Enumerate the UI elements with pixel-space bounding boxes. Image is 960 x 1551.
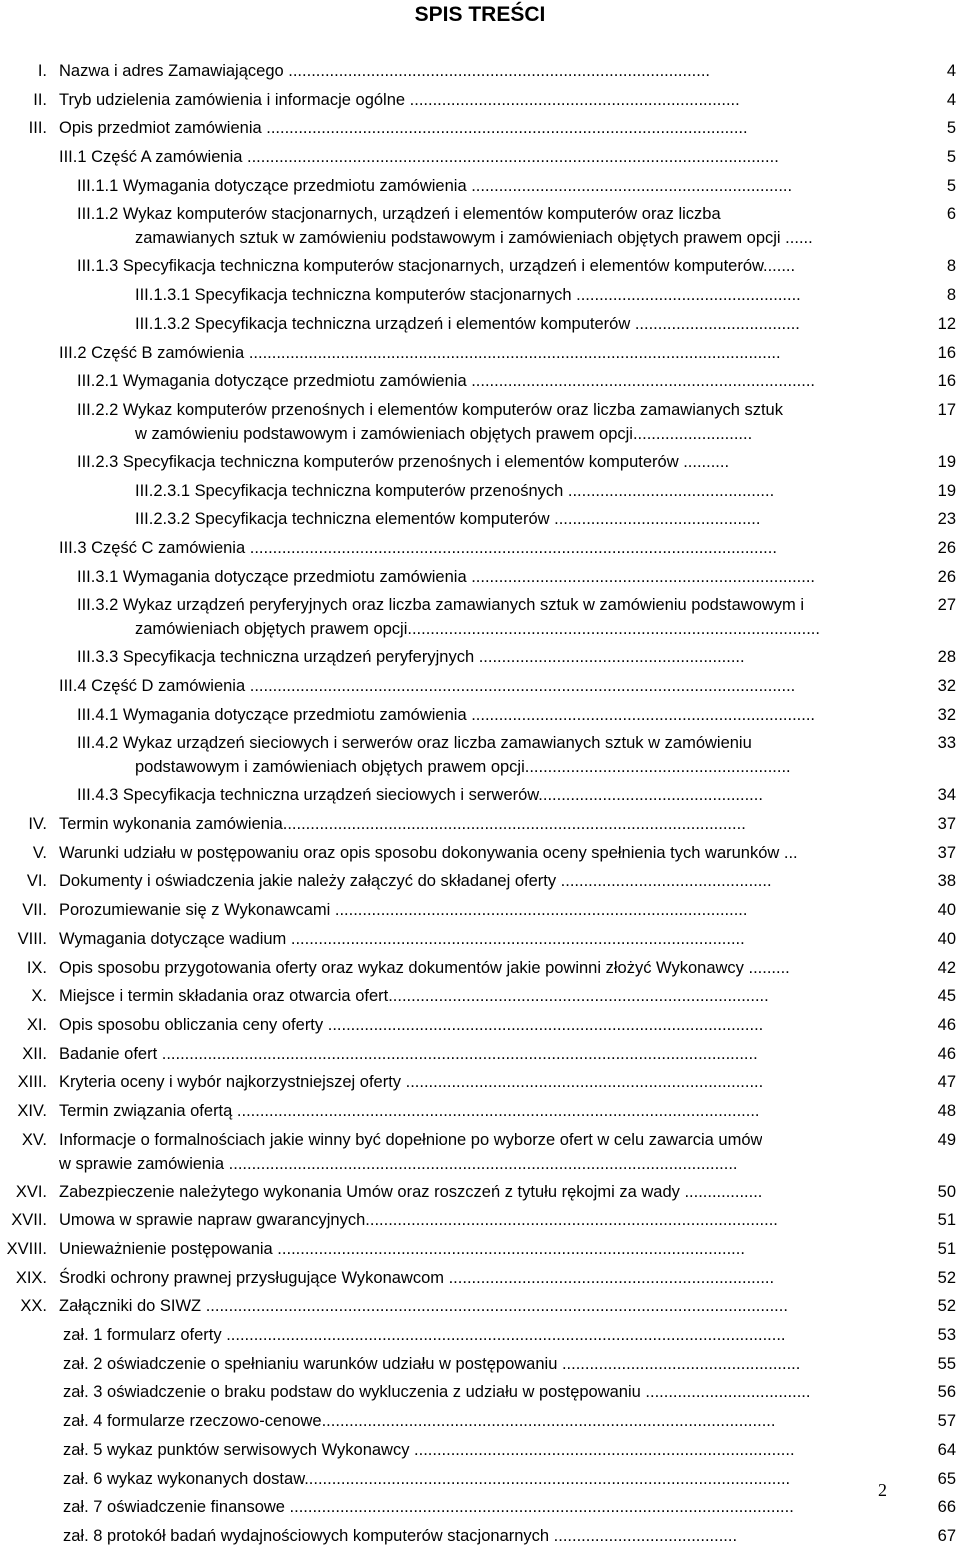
toc-entry-page: 32 xyxy=(937,705,956,724)
toc-entry[interactable] xyxy=(0,1235,960,1264)
toc-entry-title: Umowa w sprawie napraw gwarancyjnych.......................................................................................... xyxy=(59,1211,778,1230)
toc-entry-page: 4 xyxy=(946,90,956,109)
toc-entry-page: 64 xyxy=(937,1440,956,1459)
toc-entry-page: 57 xyxy=(937,1412,956,1431)
toc-entry[interactable] xyxy=(0,143,960,172)
toc-entry[interactable] xyxy=(0,448,960,477)
toc-entry-title: III.1.3.2 Specyfikacja techniczna urządzeń i elementów komputerów .................................... xyxy=(135,314,800,333)
toc-entry-title: III.3.3 Specyfikacja techniczna urządzeń peryferyjnych .......................................................... xyxy=(77,648,745,667)
toc-entry[interactable] xyxy=(0,867,960,896)
toc-entry[interactable] xyxy=(0,1436,960,1465)
toc-entry-number: VII. xyxy=(22,901,47,920)
toc-entry-number: XIII. xyxy=(17,1073,47,1092)
toc-entry-title: Nazwa i adres Zamawiającego ............................................................................................ xyxy=(59,62,711,80)
toc-entry-title-continuation: zamówieniach objętych prawem opcji.......................................................................................... xyxy=(135,620,820,639)
toc-entry-page: 19 xyxy=(937,481,956,500)
toc-entry-page: 40 xyxy=(937,929,956,948)
toc-entry-page: 33 xyxy=(937,734,956,753)
toc-entry-page: 40 xyxy=(937,901,956,920)
toc-entry-page: 34 xyxy=(937,786,956,805)
toc-entry-page: 19 xyxy=(937,452,956,471)
toc-entry-page: 37 xyxy=(937,815,956,834)
toc-entry-title: Wymagania dotyczące wadium ................................................................................................... xyxy=(59,929,745,948)
toc-entry[interactable] xyxy=(0,672,960,701)
toc-entry[interactable] xyxy=(0,367,960,396)
toc-entry-title: Informacje o formalnościach jakie winny być dopełnione po wyborze ofert w celu zawarcia umów xyxy=(59,1130,763,1149)
toc-entry[interactable] xyxy=(0,701,960,730)
toc-entry-number: VIII. xyxy=(17,929,47,948)
toc-entry-title: zał. 2 oświadczenie o spełnianiu warunków udziału w postępowaniu .................................................... xyxy=(63,1354,801,1373)
toc-entry-page: 49 xyxy=(937,1130,956,1149)
toc-entry[interactable] xyxy=(0,839,960,868)
toc-entry-page: 8 xyxy=(946,286,956,305)
toc-entry-page: 48 xyxy=(937,1101,956,1120)
toc-entry-number: XVIII. xyxy=(6,1240,47,1258)
toc-entry-page: 26 xyxy=(937,567,956,586)
toc-entry-title-continuation: w sprawie zamówienia ............................................................................................................... xyxy=(59,1154,738,1173)
toc-entry-number: XII. xyxy=(22,1044,47,1063)
toc-entry-number: XV. xyxy=(21,1130,47,1149)
toc-entry-page: 16 xyxy=(937,372,956,391)
toc-entry-title: III.4.3 Specyfikacja techniczna urządzeń sieciowych i serwerów................................................. xyxy=(77,786,763,805)
toc-entry-number: I. xyxy=(37,62,47,80)
toc-entry[interactable] xyxy=(0,1407,960,1436)
toc-entry-title: III.3 Część C zamówienia ................................................................................................................... xyxy=(59,538,777,557)
toc-entry-title-continuation: zamawianych sztuk w zamówieniu podstawowym i zamówieniach objętych prawem opcji ...... xyxy=(135,229,813,248)
toc-entry[interactable] xyxy=(0,1206,960,1235)
toc-entry[interactable] xyxy=(0,729,960,781)
toc-entry[interactable] xyxy=(0,1292,960,1321)
toc-entry[interactable] xyxy=(0,1178,960,1207)
toc-entry[interactable] xyxy=(0,1264,960,1293)
toc-entry[interactable] xyxy=(0,591,960,643)
toc-entry-page: 53 xyxy=(937,1326,956,1345)
toc-entry-title: Warunki udziału w postępowaniu oraz opis sposobu dokonywania oceny spełnienia tych warunków ... xyxy=(59,843,798,862)
toc-entry-title: zał. 4 formularze rzeczowo-cenowe................................................................................................... xyxy=(63,1412,776,1431)
toc-entry[interactable] xyxy=(0,810,960,839)
toc-entry[interactable] xyxy=(0,643,960,672)
toc-entry-title: Miejsce i termin składania oraz otwarcia ofert................................................................................... xyxy=(59,987,769,1006)
toc-entry-page: 6 xyxy=(946,205,956,224)
toc-entry-number: VI. xyxy=(26,872,47,891)
toc-entry-title: Termin związania ofertą .................................................................................................................. xyxy=(59,1101,760,1120)
toc-entry-title: III.2.2 Wykaz komputerów przenośnych i elementów komputerów oraz liczba zamawianych sztuk xyxy=(77,400,783,419)
toc-entry[interactable] xyxy=(0,1097,960,1126)
toc-entry[interactable] xyxy=(0,1040,960,1069)
toc-entry-page: 51 xyxy=(937,1240,956,1258)
toc-entry-page: 52 xyxy=(937,1268,956,1287)
toc-entry[interactable] xyxy=(0,200,960,252)
toc-entry-title: Termin wykonania zamówienia..................................................................................................... xyxy=(59,815,746,834)
toc-entry-page: 56 xyxy=(937,1383,956,1402)
toc-entry[interactable] xyxy=(0,781,960,810)
toc-entry-title: III.4.1 Wymagania dotyczące przedmiotu zamówienia ........................................................................... xyxy=(77,705,816,724)
toc-entry-title: Opis sposobu przygotowania oferty oraz wykaz dokumentów jakie powinni złożyć Wykonawcy ......... xyxy=(59,958,790,977)
toc-entry-title: Badanie ofert .................................................................................................................................. xyxy=(59,1044,758,1063)
toc-entry-title: Kryteria oceny i wybór najkorzystniejszej oferty .............................................................................. xyxy=(59,1073,764,1092)
toc-entry-title: zał. 8 protokół badań wydajnościowych komputerów stacjonarnych ........................................ xyxy=(63,1526,738,1545)
toc-entry-page: 26 xyxy=(937,538,956,557)
toc-entry[interactable] xyxy=(0,1126,960,1178)
toc-entry[interactable] xyxy=(0,310,960,339)
toc-entry-title: III.3.2 Wykaz urządzeń peryferyjnych oraz liczba zamawianych sztuk w zamówieniu podstawowym i xyxy=(77,596,805,615)
toc-entry[interactable] xyxy=(0,252,960,281)
toc-entry-title: III.2 Część B zamówienia .................................................................................................................... xyxy=(59,343,781,362)
toc-entry[interactable] xyxy=(0,505,960,534)
toc-entry-title: zał. 7 oświadczenie finansowe .............................................................................................................. xyxy=(63,1498,794,1517)
toc-entry-number: XVII. xyxy=(11,1211,47,1230)
toc-entry-page: 46 xyxy=(937,1044,956,1063)
toc-entry-page: 66 xyxy=(937,1498,956,1517)
toc-entry-number: V. xyxy=(32,843,47,862)
toc-entry-page: 55 xyxy=(937,1354,956,1373)
toc-entry-title: III.1.3.1 Specyfikacja techniczna komputerów stacjonarnych ................................................. xyxy=(135,286,801,305)
toc-entry[interactable] xyxy=(0,1465,960,1494)
toc-entry[interactable] xyxy=(0,534,960,563)
toc-entry-page: 46 xyxy=(937,1015,956,1034)
toc-entry[interactable] xyxy=(0,339,960,368)
toc-entry-number: IV. xyxy=(28,815,47,834)
toc-entry-page: 52 xyxy=(937,1297,956,1316)
toc-entry-title: Tryb udzielenia zamówienia i informacje ogólne ........................................................................ xyxy=(59,90,740,109)
toc-entry[interactable] xyxy=(0,954,960,983)
toc-entry[interactable] xyxy=(0,57,960,86)
toc-entry-title: III.4 Część D zamówienia ....................................................................................................................... xyxy=(59,677,796,695)
toc-entry-title: zał. 6 wykaz wykonanych dostaw.......................................................................................................... xyxy=(63,1469,791,1488)
toc-entry-page: 45 xyxy=(937,987,956,1006)
toc-entry-page: 38 xyxy=(937,872,956,891)
toc-entry-page: 23 xyxy=(937,510,956,529)
toc-entry[interactable] xyxy=(0,1350,960,1379)
toc-entry-title: III.1 Część A zamówienia .................................................................................................................... xyxy=(59,148,779,167)
toc-entry[interactable] xyxy=(0,1378,960,1407)
page-title: SPIS TREŚCI xyxy=(414,3,546,26)
toc-entry[interactable] xyxy=(0,1011,960,1040)
toc-entry-page: 50 xyxy=(937,1182,956,1201)
toc-entry[interactable] xyxy=(0,1522,960,1551)
toc-entry-page: 12 xyxy=(937,314,956,333)
toc-entry[interactable] xyxy=(0,925,960,954)
toc-entry-page: 16 xyxy=(937,343,956,362)
toc-entry-title: Dokumenty i oświadczenia jakie należy załączyć do składanej oferty .............................................. xyxy=(59,872,772,891)
toc-entry-page: 17 xyxy=(937,400,956,419)
toc-entry-title: III.2.3.1 Specyfikacja techniczna komputerów przenośnych ............................................. xyxy=(135,481,775,500)
toc-entry-title: Załączniki do SIWZ ............................................................................................................................... xyxy=(59,1297,788,1316)
toc-entry-title: III.3.1 Wymagania dotyczące przedmiotu zamówienia ........................................................................... xyxy=(77,567,816,586)
toc-entry-title: Unieważnienie postępowania ...................................................................................................... xyxy=(59,1240,745,1258)
toc-entry-number: XVI. xyxy=(15,1182,47,1201)
page-number: 2 xyxy=(878,1480,887,1500)
toc-entry-page: 51 xyxy=(937,1211,956,1230)
toc-entry[interactable] xyxy=(0,1493,960,1522)
table-of-contents xyxy=(0,57,960,1551)
toc-entry-page: 47 xyxy=(937,1073,956,1092)
toc-entry-title: Zabezpieczenie należytego wykonania Umów oraz roszczeń z tytułu rękojmi za wady ................. xyxy=(59,1182,763,1201)
toc-entry[interactable] xyxy=(0,477,960,506)
toc-entry[interactable] xyxy=(0,982,960,1011)
toc-entry-number: XX. xyxy=(20,1297,47,1316)
toc-entry-title: III.1.1 Wymagania dotyczące przedmiotu zamówienia ...................................................................... xyxy=(77,176,793,195)
toc-entry-page: 65 xyxy=(937,1469,956,1488)
toc-entry-page: 5 xyxy=(946,148,956,167)
toc-entry-page: 5 xyxy=(946,119,956,138)
toc-entry-number: X. xyxy=(31,987,47,1006)
toc-entry-page: 28 xyxy=(937,648,956,667)
toc-entry-number: XIX. xyxy=(15,1268,47,1287)
toc-entry-title-continuation: w zamówieniu podstawowym i zamówieniach objętych prawem opcji.......................... xyxy=(135,424,753,443)
toc-entry-number: IX. xyxy=(26,958,47,977)
toc-entry-title: III.1.2 Wykaz komputerów stacjonarnych, urządzeń i elementów komputerów oraz liczba xyxy=(77,205,721,224)
toc-entry-title: III.2.3.2 Specyfikacja techniczna elementów komputerów ............................................. xyxy=(135,510,761,529)
toc-entry-title: Porozumiewanie się z Wykonawcami .......................................................................................... xyxy=(59,901,748,920)
toc-entry[interactable] xyxy=(0,172,960,201)
toc-entry-page: 5 xyxy=(946,176,956,195)
toc-entry-page: 37 xyxy=(937,843,956,862)
toc-entry-title: III.4.2 Wykaz urządzeń sieciowych i serwerów oraz liczba zamawianych sztuk w zamówieniu xyxy=(77,734,752,753)
toc-entry[interactable] xyxy=(0,86,960,115)
toc-entry-title: III.2.3 Specyfikacja techniczna komputerów przenośnych i elementów komputerów .......... xyxy=(77,452,730,471)
toc-entry-title: III.1.3 Specyfikacja techniczna komputerów stacjonarnych, urządzeń i elementów komputerów....... xyxy=(77,257,796,276)
toc-entry-title: Środki ochrony prawnej przysługujące Wykonawcom ....................................................................... xyxy=(59,1268,775,1287)
toc-entry-title: zał. 3 oświadczenie o braku podstaw do wykluczenia z udziału w postępowaniu .................................... xyxy=(63,1383,811,1402)
toc-entry-title-continuation: podstawowym i zamówieniach objętych prawem opcji.......................................................... xyxy=(135,758,791,777)
toc-entry[interactable] xyxy=(0,281,960,310)
toc-entry-title: zał. 5 wykaz punktów serwisowych Wykonawcy ................................................................................... xyxy=(63,1440,795,1459)
toc-entry-title: III.2.1 Wymagania dotyczące przedmiotu zamówienia ........................................................................... xyxy=(77,372,816,391)
toc-entry[interactable] xyxy=(0,114,960,143)
toc-entry-number: XIV. xyxy=(17,1101,47,1120)
toc-entry-page: 4 xyxy=(946,62,956,80)
toc-entry-page: 8 xyxy=(946,257,956,276)
toc-entry[interactable] xyxy=(0,396,960,448)
toc-entry[interactable] xyxy=(0,1068,960,1097)
toc-entry-page: 42 xyxy=(937,958,956,977)
toc-entry-number: XI. xyxy=(26,1015,47,1034)
toc-entry[interactable] xyxy=(0,896,960,925)
toc-entry-page: 67 xyxy=(937,1526,956,1545)
toc-entry-number: II. xyxy=(33,90,47,109)
toc-entry-page: 32 xyxy=(937,677,956,695)
toc-entry[interactable] xyxy=(0,563,960,592)
toc-entry-number: III. xyxy=(28,119,47,138)
toc-entry-title: Opis sposobu obliczania ceny oferty ............................................................................................... xyxy=(59,1015,764,1034)
toc-entry[interactable] xyxy=(0,1321,960,1350)
toc-entry-title: zał. 1 formularz oferty .......................................................................................................................... xyxy=(63,1326,786,1345)
toc-entry-page: 27 xyxy=(937,596,956,615)
toc-entry-title: Opis przedmiot zamówienia ......................................................................................................... xyxy=(59,119,748,138)
